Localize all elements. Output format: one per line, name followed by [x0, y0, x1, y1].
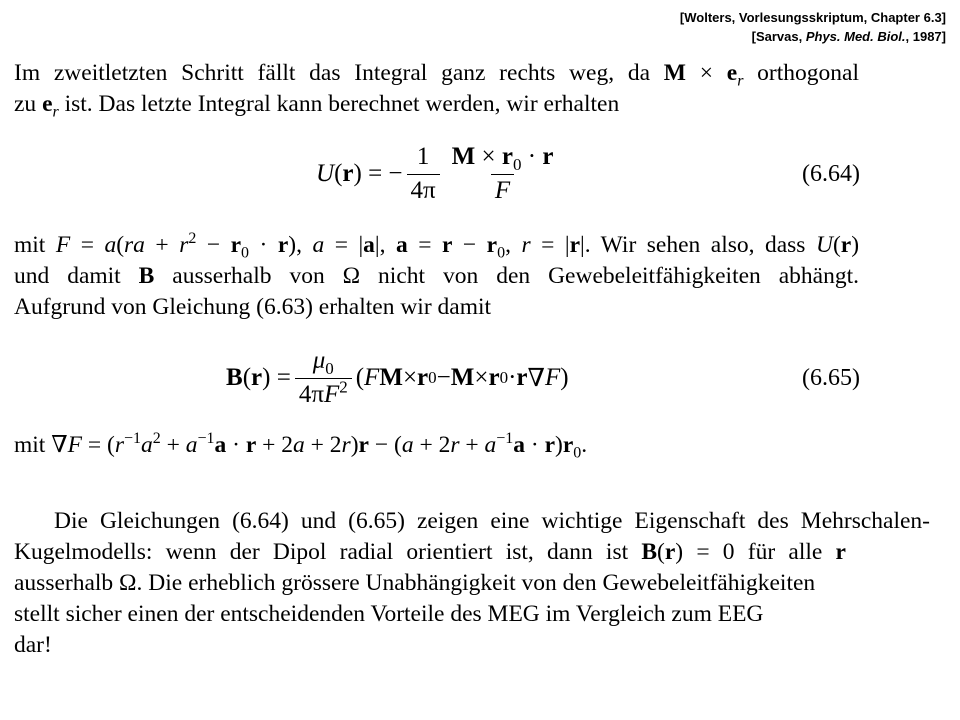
- paragraph-definitions-line3: Aufgrund von Gleichung (6.63) erhalten wir damit: [14, 294, 492, 320]
- paragraph-conclusion-line3: ausserhalb Ω. Die erheblich grössere Unabhängigkeit von den Gewebeleitfähigkeiten: [14, 570, 816, 596]
- equation-6-65-formula: B ( r ) = $\frac{\mu_0}{4\pi F^2}$ ( F M × r 0 − M × r 0 · r ∇ F ): [226, 346, 569, 408]
- paragraph-intro-line1: Im zweitletzten Schritt fällt das Integral ganz rechts weg, da $M \times e_r$ orthogonal: [14, 60, 859, 90]
- paragraph-conclusion-line1: Die Gleichungen (6.64) und (6.65) zeigen eine wichtige Eigenschaft des Mehrschalen-: [54, 508, 930, 534]
- paragraph-intro: [14, 58, 859, 120]
- equation-6-64-number: (6.64): [802, 160, 860, 187]
- references-block: [680, 8, 946, 46]
- paragraph-definitions-line1: mit $F = a(ra + r^2 - r_0 \cdot r)$, a = |a|, $a = r - r_0$, r = |r|. Wir sehen also, dass U(r): [14, 230, 860, 262]
- gradient-formula: mit $\nabla F = (r^{-1}a^2 + a^{-1}a \cdot r + 2a + 2r)r - (a + 2r + a^{-1}a \cdot r)r_0$.: [14, 430, 588, 462]
- reference-sarvas: [Sarvas, Phys. Med. Biol., 1987]: [751, 29, 946, 44]
- paragraph-definitions: [14, 230, 859, 323]
- equation-6-64-formula: U ( r ) = − $\frac{1}{4\pi}$ $\frac{M \times r_0 \cdot r}{F}$: [316, 142, 554, 204]
- reference-wolters: [Wolters, Vorlesungsskriptum, Chapter 6.3]: [679, 10, 946, 25]
- paragraph-definitions-line2: und damit B ausserhalb von Ω nicht von den Gewebeleitfähigkeiten abhängt.: [14, 263, 859, 289]
- equation-6-65: [0, 338, 960, 418]
- paragraph-gradient: [14, 430, 919, 461]
- paragraph-conclusion: [14, 506, 930, 661]
- equation-6-65-number: (6.65): [802, 364, 860, 391]
- paragraph-conclusion-line4: stellt sicher einen der entscheidenden Vorteile des MEG im Vergleich zum EEG: [14, 601, 764, 627]
- paragraph-intro-line2: zu $e_r$ ist. Das letzte Integral kann berechnet werden, wir erhalten: [14, 91, 620, 121]
- paragraph-conclusion-line2: Kugelmodells: wenn der Dipol radial orientiert ist, dann ist B(r) = 0 für alle r: [14, 539, 846, 565]
- paragraph-conclusion-line5: dar!: [14, 632, 52, 658]
- equation-6-64: [0, 134, 960, 214]
